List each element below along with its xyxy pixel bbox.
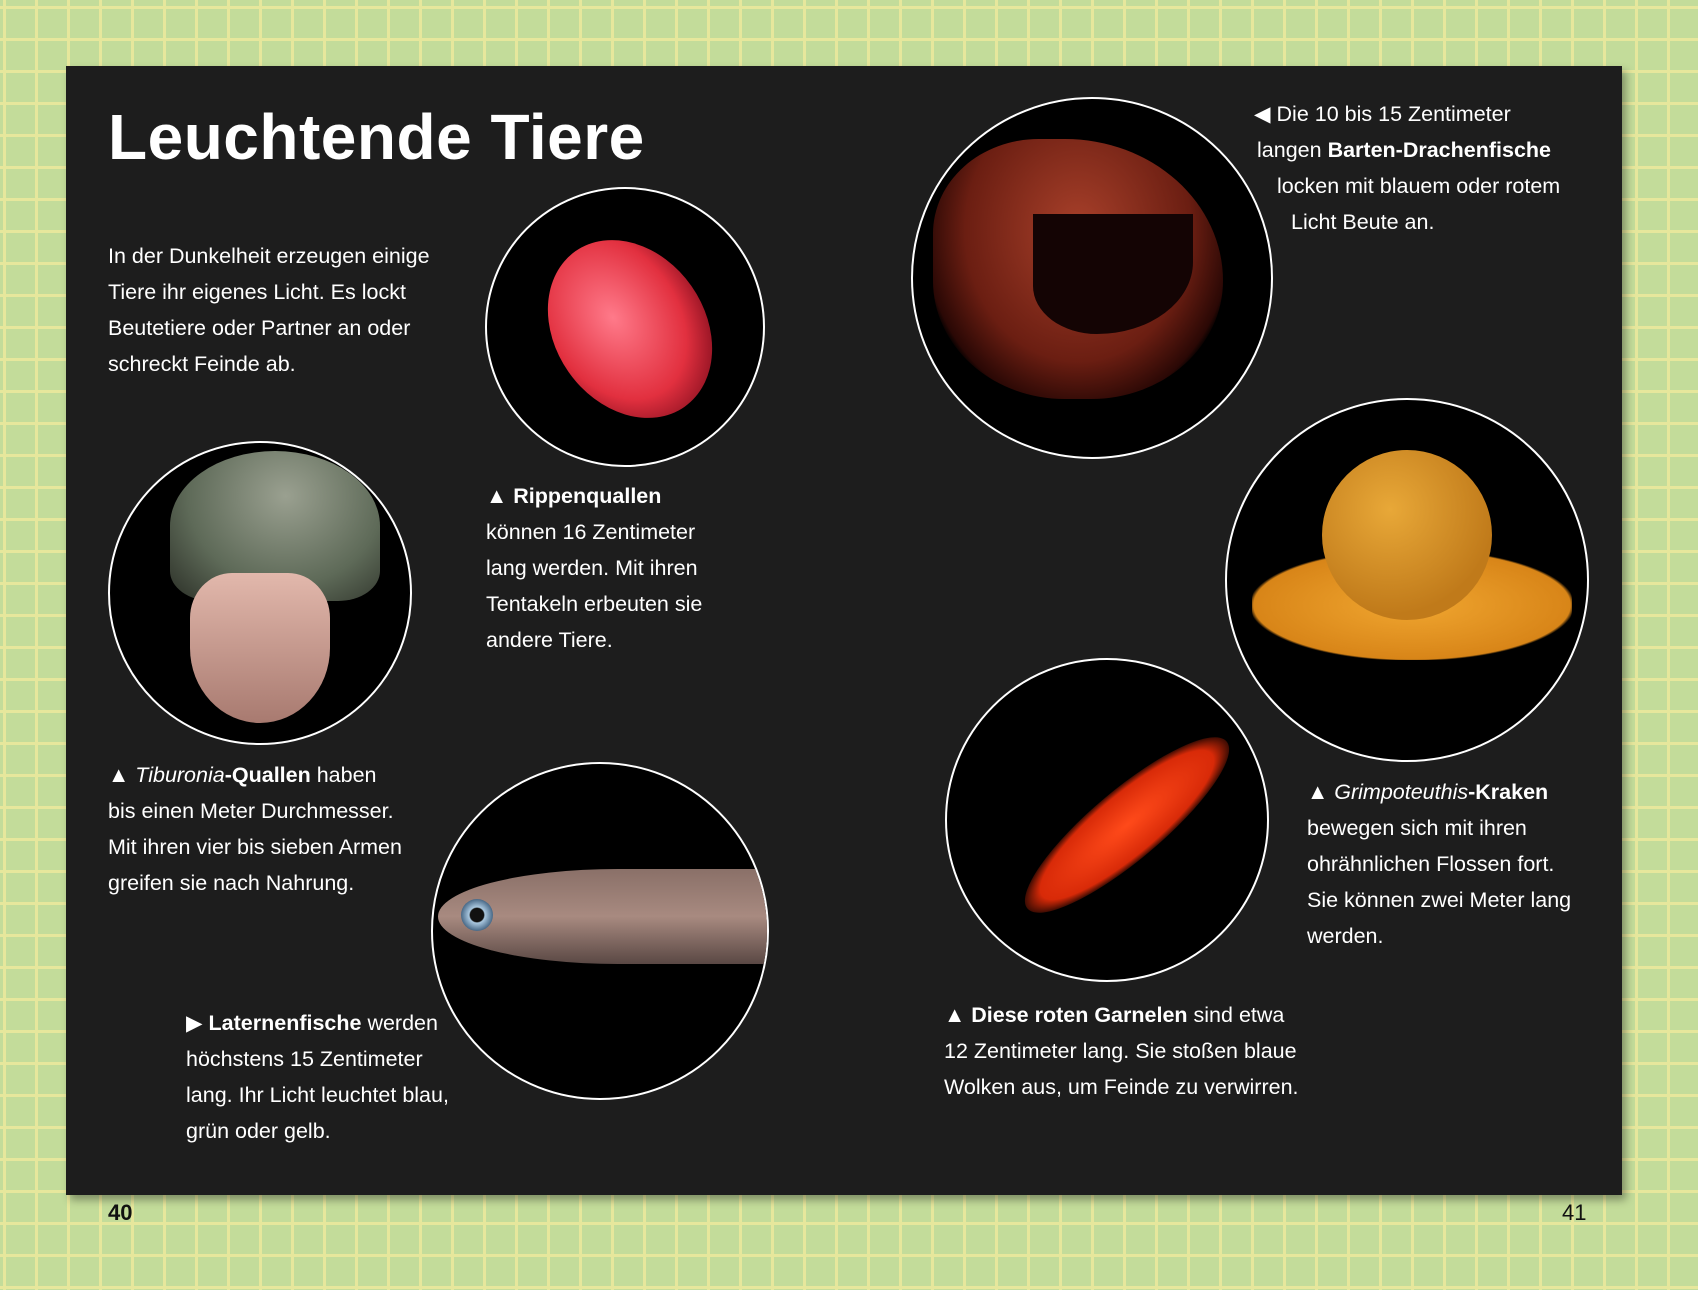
page-title: Leuchtende Tiere [108, 101, 645, 173]
caption-line: langen [1257, 138, 1322, 162]
caption-name: Barten-Drachenfische [1327, 138, 1551, 162]
triangle-right-icon: ▶ [186, 1011, 203, 1035]
caption-line: grün oder gelb. [186, 1119, 331, 1143]
caption-line: bis einen Meter Durchmesser. [108, 799, 394, 823]
triangle-up-icon: ▲ [944, 1003, 966, 1027]
intro-line: schreckt Feinde ab. [108, 352, 296, 376]
triangle-up-icon: ▲ [1307, 780, 1329, 804]
caption-name: Rippenquallen [513, 484, 662, 508]
caption-line: andere Tiere. [486, 628, 613, 652]
caption-genus: Grimpoteuthis [1334, 780, 1469, 804]
caption-name: Diese roten Garnelen [971, 1003, 1188, 1027]
caption-name: -Quallen [224, 763, 311, 787]
dragonfish-photo [911, 97, 1273, 459]
caption-line: Licht Beute an. [1291, 210, 1435, 234]
caption-line: greifen sie nach Nahrung. [108, 871, 355, 895]
rippenquallen-caption [486, 478, 702, 658]
caption-line: lang werden. Mit ihren [486, 556, 698, 580]
caption-name: Laternenfische [208, 1011, 362, 1035]
ctenophore-photo [485, 187, 765, 467]
caption-line: bewegen sich mit ihren [1307, 816, 1527, 840]
intro-line: Beutetiere oder Partner an oder [108, 316, 411, 340]
caption-line: Sie können zwei Meter lang [1307, 888, 1572, 912]
drachenfisch-caption [1254, 96, 1560, 240]
caption-line: 12 Zentimeter lang. Sie stoßen blaue [944, 1039, 1297, 1063]
caption-line: locken mit blauem oder rotem [1277, 174, 1561, 198]
tiburonia-caption [108, 757, 402, 901]
caption-name: -Kraken [1468, 780, 1549, 804]
caption-line: Mit ihren vier bis sieben Armen [108, 835, 402, 859]
caption-line: werden [367, 1011, 438, 1035]
intro-line: Tiere ihr eigenes Licht. Es lockt [108, 280, 406, 304]
grimpoteuthis-caption [1307, 774, 1571, 954]
intro-text [108, 238, 430, 382]
caption-line: haben [316, 763, 377, 787]
caption-line: ohrähnlichen Flossen fort. [1307, 852, 1555, 876]
caption-line: lang. Ihr Licht leuchtet blau, [186, 1083, 449, 1107]
caption-line: können 16 Zentimeter [486, 520, 696, 544]
intro-line: In der Dunkelheit erzeugen einige [108, 244, 430, 268]
caption-line: werden. [1307, 924, 1384, 948]
triangle-left-icon: ◀ [1254, 102, 1271, 126]
garnelen-caption [944, 997, 1299, 1105]
laternenfische-caption [186, 1005, 449, 1149]
caption-genus: Tiburonia [135, 763, 225, 787]
lanternfish-photo [431, 762, 769, 1100]
page-number-left: 40 [108, 1200, 133, 1225]
dumbo-octopus-photo [1225, 398, 1589, 762]
caption-line: Tentakeln erbeuten sie [486, 592, 703, 616]
caption-line: Wolken aus, um Feinde zu verwirren. [944, 1075, 1299, 1099]
caption-line: höchstens 15 Zentimeter [186, 1047, 423, 1071]
triangle-up-icon: ▲ [108, 763, 130, 787]
triangle-up-icon: ▲ [486, 484, 508, 508]
caption-line: Die 10 bis 15 Zentimeter [1276, 102, 1511, 126]
caption-line: sind etwa [1193, 1003, 1285, 1027]
tiburonia-jellyfish-photo [108, 441, 412, 745]
red-shrimp-photo [945, 658, 1269, 982]
page-number-right: 41 [1562, 1200, 1587, 1225]
